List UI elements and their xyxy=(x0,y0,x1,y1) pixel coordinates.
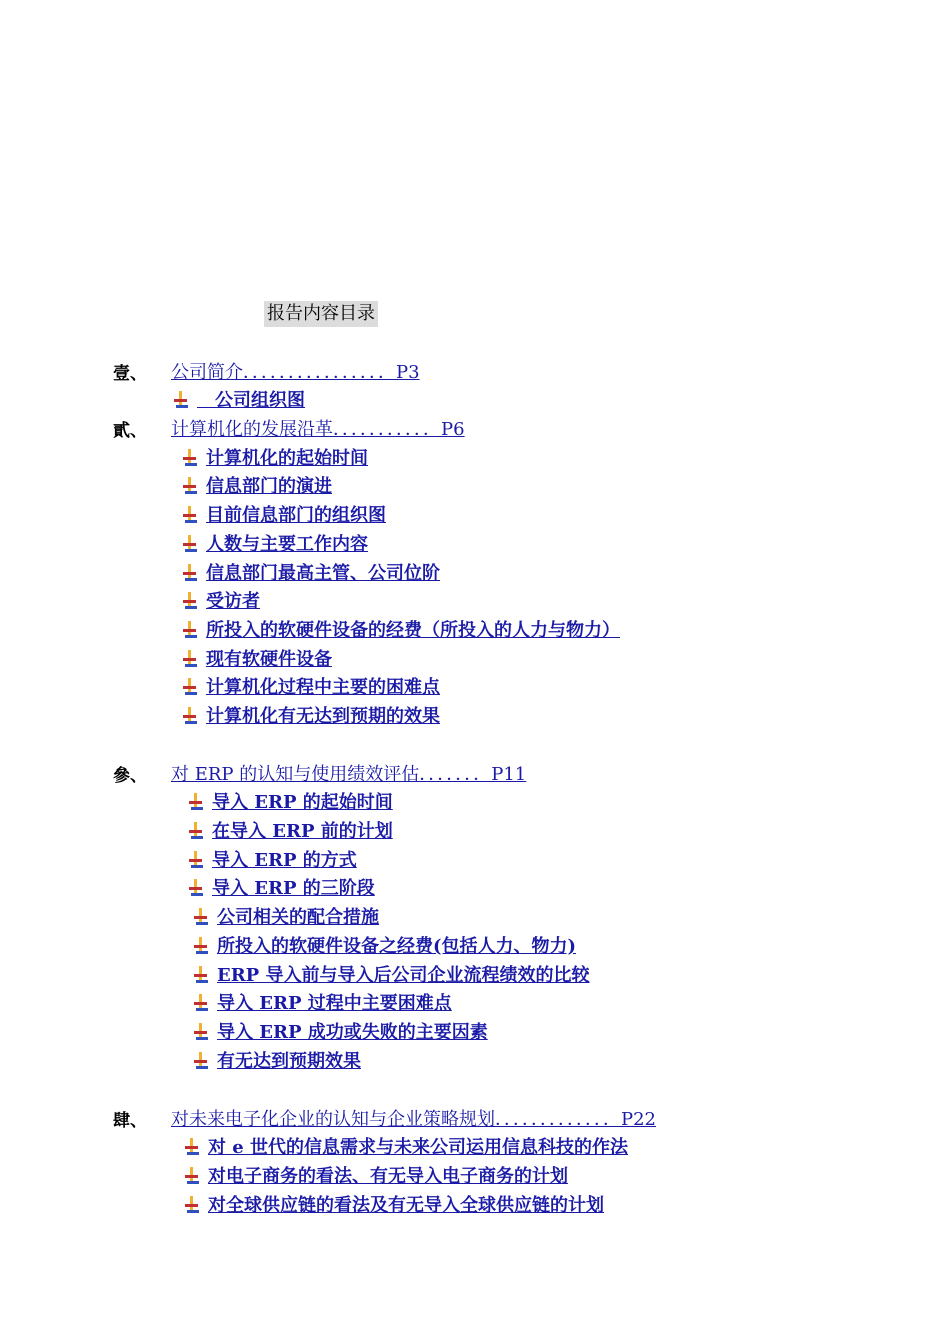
toc-title: 报告内容目录 xyxy=(264,301,378,327)
toc-item[interactable] xyxy=(191,963,589,989)
toc-item-link[interactable]: 公司相关的配合措施 xyxy=(217,907,379,928)
toc-item[interactable] xyxy=(186,790,393,816)
toc-item-link[interactable]: 在导入 ERP 前的计划 xyxy=(212,821,393,842)
toc-item[interactable] xyxy=(186,848,357,874)
section-link-intro[interactable]: 公司简介．．．．．．．．．．．．．．．．P3 xyxy=(171,362,420,383)
toc-item-link[interactable]: 人数与主要工作内容 xyxy=(206,534,368,555)
toc-item-link[interactable]: 导入 ERP 的三阶段 xyxy=(212,878,375,899)
arrow-bullet-icon xyxy=(182,1165,202,1189)
toc-item-link[interactable]: 现有软硬件设备 xyxy=(206,649,332,670)
toc-item[interactable] xyxy=(180,446,368,472)
toc-item-link[interactable]: 导入 ERP 的方式 xyxy=(212,850,357,871)
arrow-bullet-icon xyxy=(180,705,200,729)
toc-item[interactable] xyxy=(180,503,386,529)
arrow-bullet-icon xyxy=(180,590,200,614)
toc-item-link[interactable]: 公司组织图 xyxy=(197,390,305,411)
toc-item-link[interactable]: 对电子商务的看法、有无导入电子商务的计划 xyxy=(208,1166,568,1187)
arrow-bullet-icon xyxy=(186,849,206,873)
arrow-bullet-icon xyxy=(180,676,200,700)
toc-item-link[interactable]: 所投入的软硬件设备的经费（所投入的人力与物力） xyxy=(206,620,620,641)
section-link-computerization[interactable]: 计算机化的发展沿革．．．．．．．．．．．P6 xyxy=(171,419,465,440)
arrow-bullet-icon xyxy=(186,820,206,844)
toc-item-link[interactable]: 信息部门的演进 xyxy=(206,476,332,497)
arrow-bullet-icon xyxy=(191,992,211,1016)
toc-item[interactable] xyxy=(182,1164,568,1190)
arrow-bullet-icon xyxy=(180,533,200,557)
toc-item-link[interactable]: 有无达到预期效果 xyxy=(217,1051,361,1072)
toc-item-link[interactable]: 对 e 世代的信息需求与未来公司运用信息科技的作法 xyxy=(208,1137,628,1158)
section-number: 貳、 xyxy=(113,421,147,441)
toc-item-link[interactable]: 对全球供应链的看法及有无导入全球供应链的计划 xyxy=(208,1195,604,1216)
section-number: 肆、 xyxy=(113,1111,147,1131)
toc-item[interactable] xyxy=(182,1193,604,1219)
section-link-ebusiness[interactable]: 对未来电子化企业的认知与企业策略规划．．．．．．．．．．．．．P22 xyxy=(171,1109,657,1130)
arrow-bullet-icon xyxy=(191,964,211,988)
toc-item-link[interactable]: 所投入的软硬件设备之经费(包括人力、物力) xyxy=(217,936,577,957)
toc-item[interactable] xyxy=(171,388,305,414)
toc-item-link[interactable]: 目前信息部门的组织图 xyxy=(206,505,386,526)
arrow-bullet-icon xyxy=(182,1136,202,1160)
toc-item[interactable] xyxy=(180,618,620,644)
toc-item-link[interactable]: 导入 ERP 成功或失败的主要因素 xyxy=(217,1022,488,1043)
arrow-bullet-icon xyxy=(191,1021,211,1045)
toc-item-link[interactable]: 信息部门最高主管、公司位阶 xyxy=(206,563,440,584)
toc-item[interactable] xyxy=(191,1049,361,1075)
section-number: 參、 xyxy=(113,766,147,786)
toc-item-link[interactable]: 计算机化过程中主要的困难点 xyxy=(206,677,440,698)
arrow-bullet-icon xyxy=(180,648,200,672)
toc-item[interactable] xyxy=(191,905,379,931)
arrow-bullet-icon xyxy=(182,1194,202,1218)
toc-item[interactable] xyxy=(191,991,452,1017)
section-link-erp[interactable]: 对 ERP 的认知与使用绩效评估．．．．．．．P11 xyxy=(171,764,527,785)
section-number: 壹、 xyxy=(113,364,147,384)
arrow-bullet-icon xyxy=(191,935,211,959)
toc-item[interactable] xyxy=(180,532,368,558)
toc-item[interactable] xyxy=(180,704,440,730)
toc-item-link[interactable]: 受访者 xyxy=(206,591,260,612)
arrow-bullet-icon xyxy=(171,389,191,413)
toc-item-link[interactable]: ERP 导入前与导入后公司企业流程绩效的比较 xyxy=(217,965,590,986)
toc-item[interactable] xyxy=(186,819,393,845)
toc-item[interactable] xyxy=(180,474,332,500)
arrow-bullet-icon xyxy=(180,447,200,471)
arrow-bullet-icon xyxy=(186,791,206,815)
arrow-bullet-icon xyxy=(191,906,211,930)
arrow-bullet-icon xyxy=(180,619,200,643)
toc-item-link[interactable]: 导入 ERP 过程中主要困难点 xyxy=(217,993,452,1014)
toc-item-link[interactable]: 导入 ERP 的起始时间 xyxy=(212,792,393,813)
arrow-bullet-icon xyxy=(186,877,206,901)
toc-item[interactable] xyxy=(180,675,440,701)
toc-item[interactable] xyxy=(180,647,332,673)
toc-item[interactable] xyxy=(191,1020,488,1046)
arrow-bullet-icon xyxy=(180,504,200,528)
toc-item-link[interactable]: 计算机化的起始时间 xyxy=(206,448,368,469)
toc-item[interactable] xyxy=(191,934,576,960)
arrow-bullet-icon xyxy=(180,475,200,499)
toc-item[interactable] xyxy=(180,561,440,587)
toc-item[interactable] xyxy=(182,1135,628,1161)
toc-item[interactable] xyxy=(180,589,260,615)
arrow-bullet-icon xyxy=(191,1050,211,1074)
toc-item[interactable] xyxy=(186,876,375,902)
toc-item-link[interactable]: 计算机化有无达到预期的效果 xyxy=(206,706,440,727)
arrow-bullet-icon xyxy=(180,562,200,586)
